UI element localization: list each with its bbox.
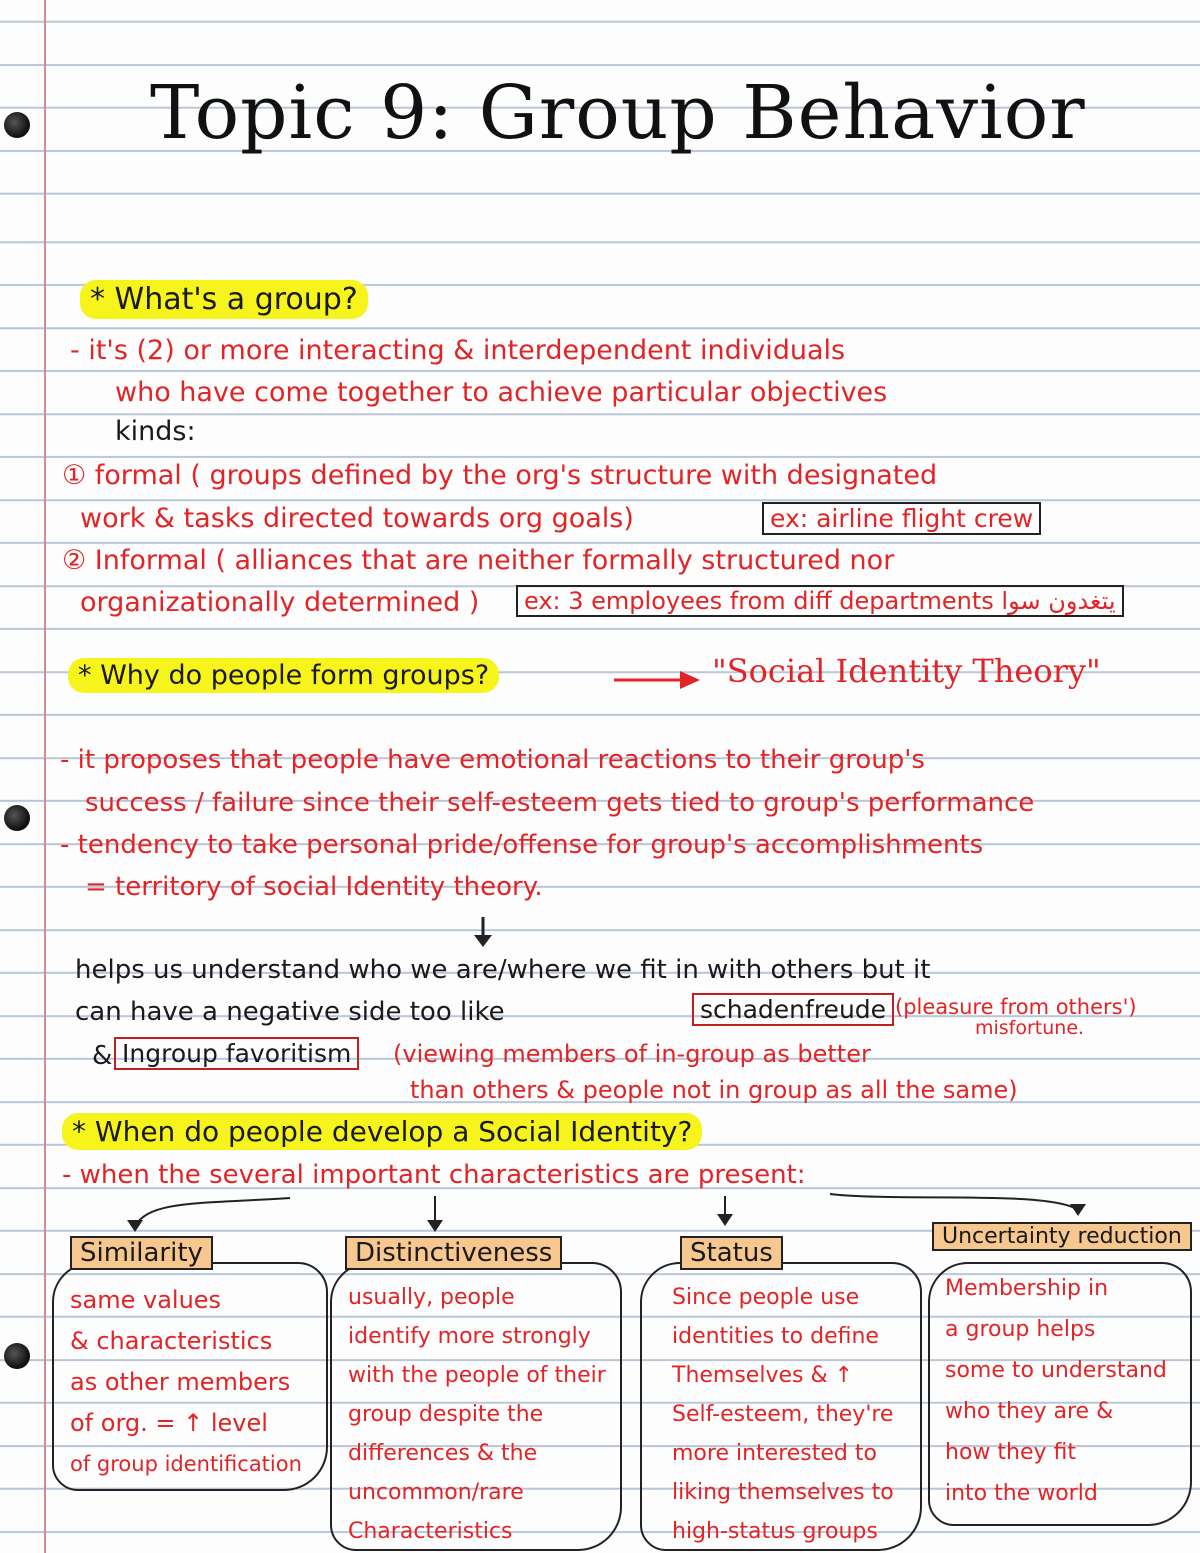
sit-line: - it proposes that people have emotional reactions to their group's: [60, 745, 925, 775]
column-head-status: Status: [680, 1236, 783, 1270]
sit-line: success / failure since their self-esteem gets tied to group's performance: [85, 788, 1035, 818]
schadenfreude-term: schadenfreude: [692, 993, 894, 1026]
section-heading-why: * Why do people form groups?: [68, 660, 499, 691]
ingroup-definition: than others & people not in group as all the same): [410, 1076, 1018, 1104]
informal-line: organizationally determined ): [80, 587, 480, 618]
helps-line: helps us understand who we are/where we fit in with others but it: [75, 955, 931, 985]
section-heading-when: * When do people develop a Social Identity?: [62, 1115, 702, 1148]
formal-line: work & tasks directed towards org goals): [80, 503, 634, 534]
column-body-distinctiveness: usually, people identify more strongly with the people of their group despite the differences & the uncommon/rare Characteristics: [348, 1285, 606, 1544]
binder-hole: [4, 112, 30, 138]
ingroup-prefix: &: [92, 1041, 113, 1071]
page-title: Topic 9: Group Behavior: [150, 70, 1086, 156]
arrow-right-icon: [612, 668, 702, 692]
column-head-similarity: Similarity: [70, 1236, 213, 1270]
ingroup-term: Ingroup favoritism: [114, 1037, 359, 1070]
column-body-status: Since people use identities to define Themselves & ↑ Self-esteem, they're more interested to liking themselves to high-status groups: [672, 1285, 894, 1544]
why-answer: "Social Identity Theory": [712, 652, 1101, 690]
helps-line: can have a negative side too like: [75, 997, 505, 1027]
binder-hole: [4, 805, 30, 831]
definition-line: - it's (2) or more interacting & interdependent individuals: [70, 335, 846, 366]
sit-line: = territory of social Identity theory.: [85, 872, 543, 902]
sit-line: - tendency to take personal pride/offense for group's accomplishments: [60, 830, 984, 860]
formal-line: ① formal ( groups defined by the org's structure with designated: [62, 460, 938, 491]
informal-example: ex: 3 employees from diff departments يتغدون سوا: [516, 585, 1124, 617]
ingroup-definition: (viewing members of in-group as better: [393, 1040, 871, 1068]
schadenfreude-definition: misfortune.: [975, 1017, 1085, 1039]
when-answer: - when the several important characteristics are present:: [62, 1160, 806, 1190]
arrow-down-icon: [466, 915, 500, 949]
informal-line: ② Informal ( alliances that are neither formally structured nor: [62, 545, 895, 576]
schadenfreude-definition: (pleasure from others'): [895, 995, 1137, 1019]
section-heading-what: * What's a group?: [80, 282, 368, 317]
column-body-uncertainty: Membership in a group helps some to understand who they are & how they fit into the world: [945, 1276, 1167, 1506]
formal-example: ex: airline flight crew: [762, 502, 1041, 535]
column-head-uncertainty-reduction: Uncertainty reduction: [932, 1222, 1192, 1251]
definition-line: who have come together to achieve particular objectives: [115, 377, 888, 408]
column-body-similarity: same values & characteristics as other members of org. = ↑ level of group identification: [70, 1286, 302, 1476]
kinds-label: kinds:: [115, 416, 196, 447]
margin-line: [44, 0, 46, 1553]
column-head-distinctiveness: Distinctiveness: [345, 1236, 562, 1270]
binder-hole: [4, 1343, 30, 1369]
